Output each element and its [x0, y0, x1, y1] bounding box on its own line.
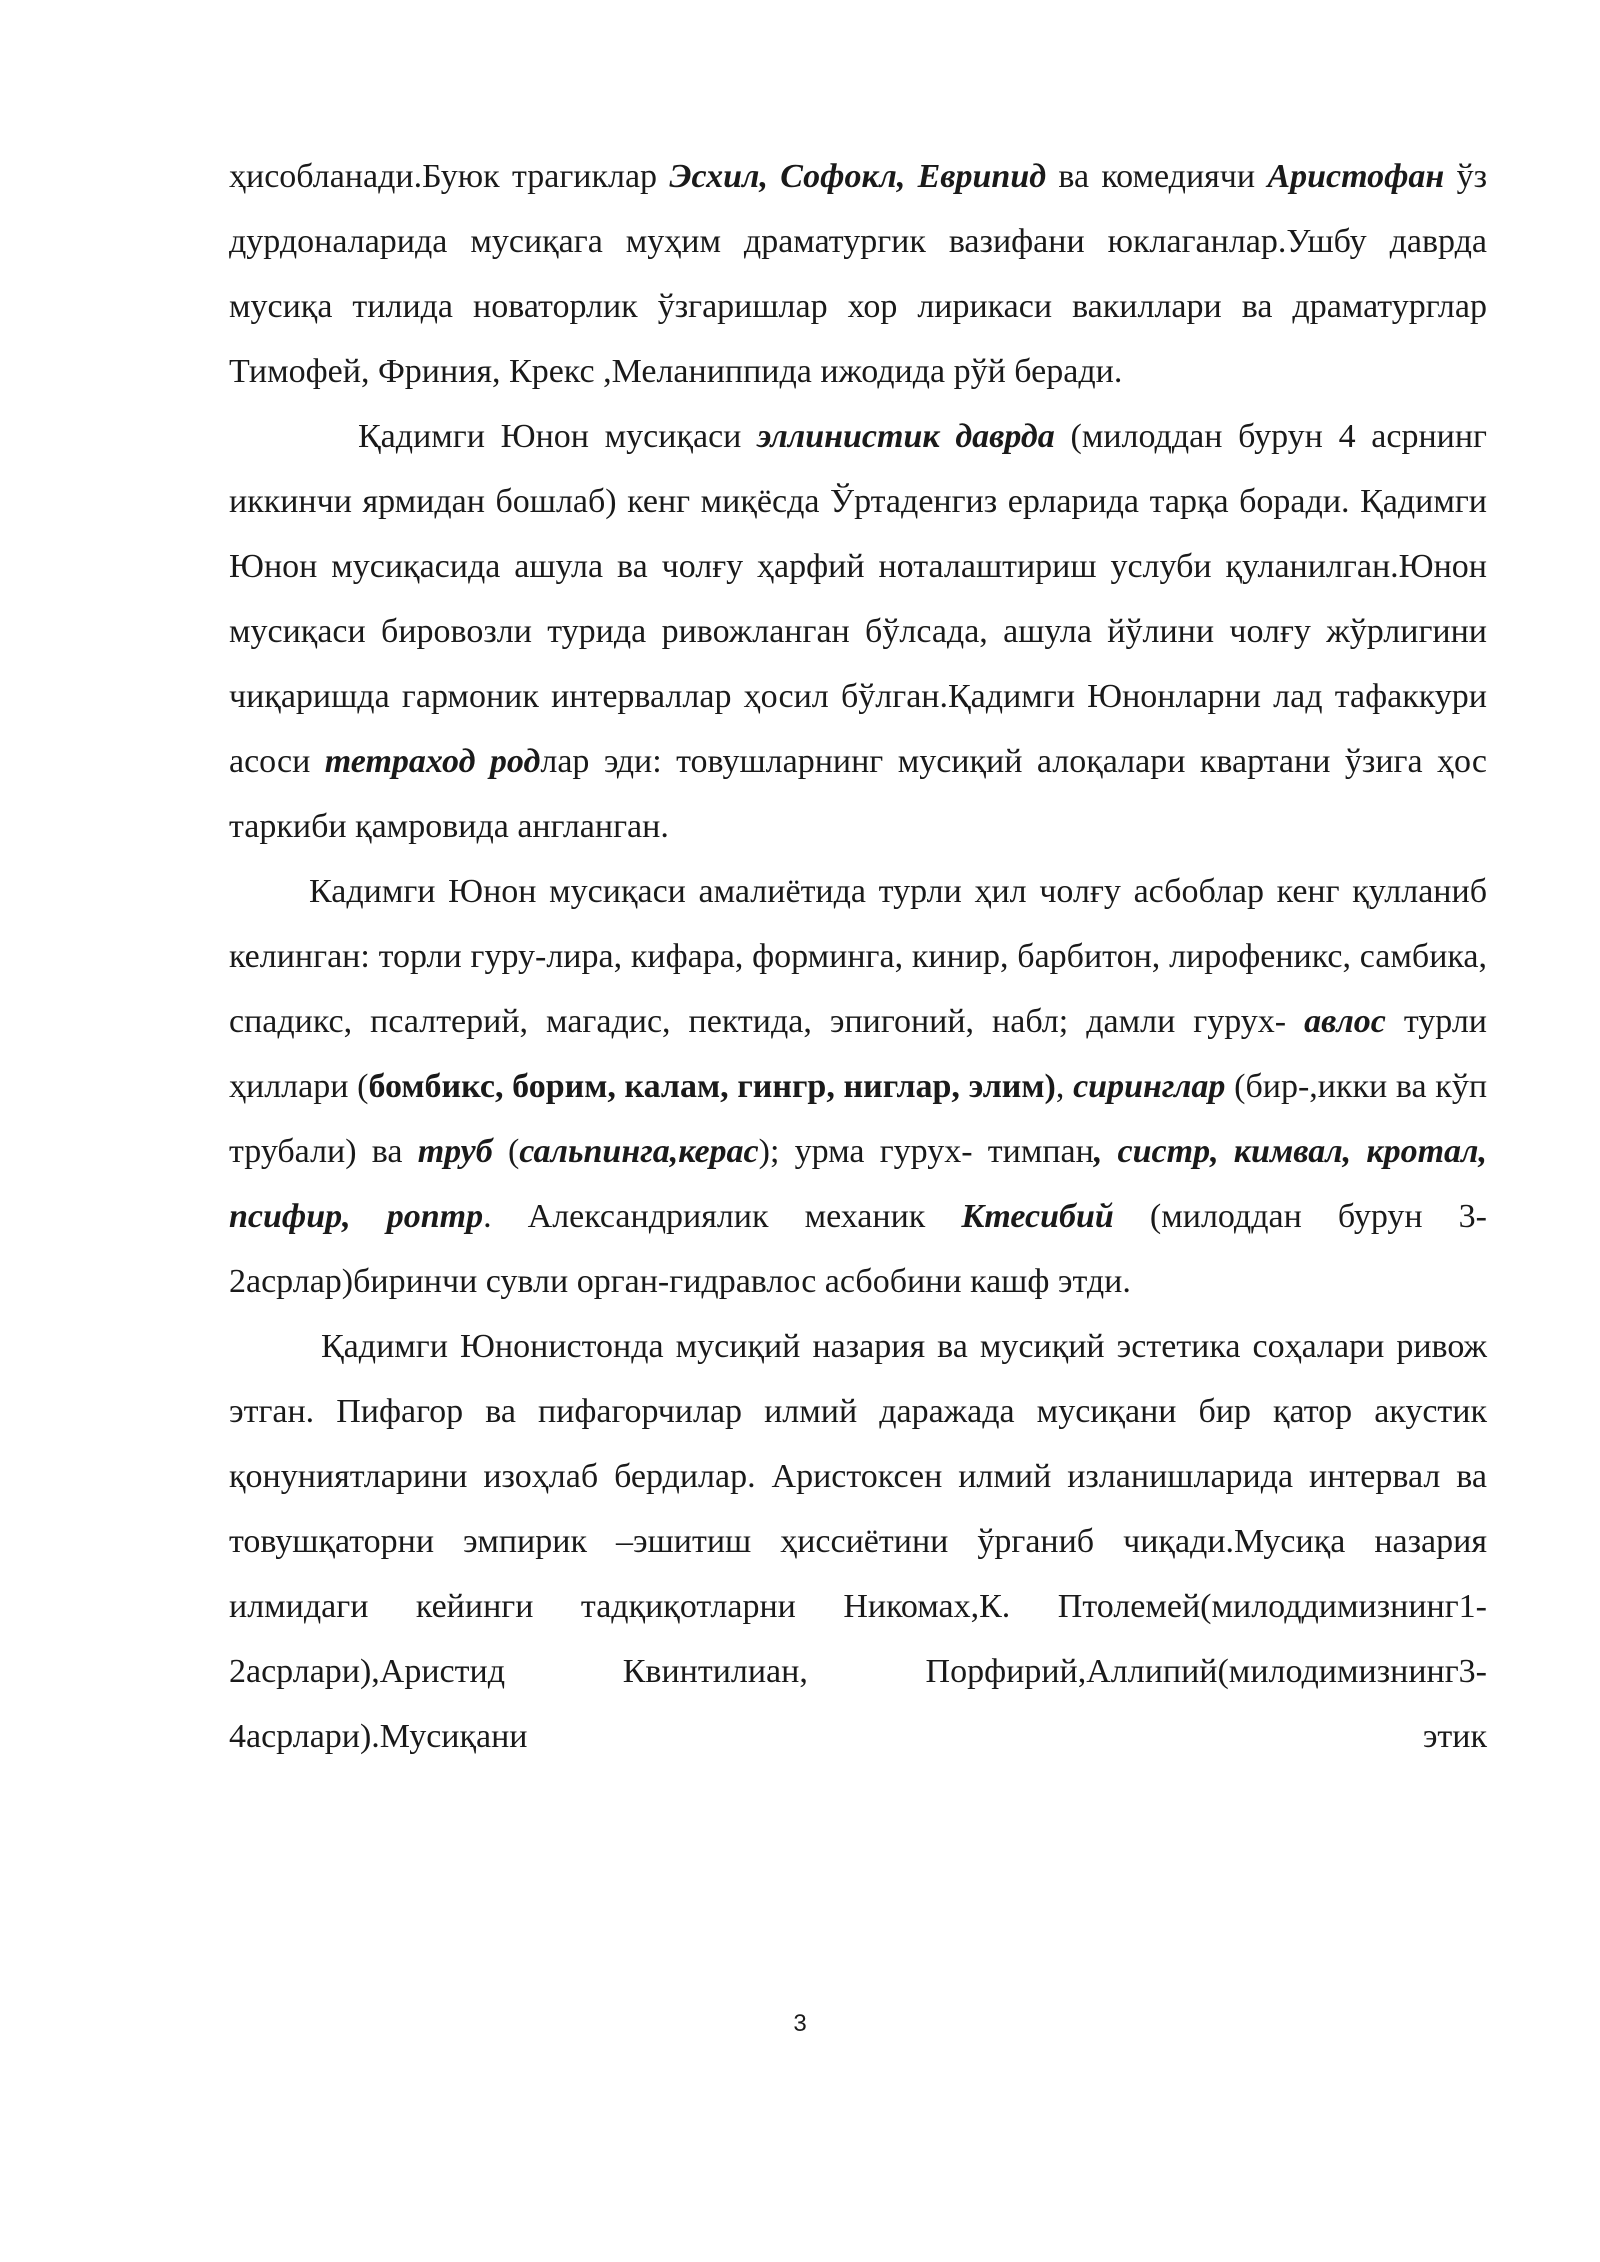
text-segment: Қадимги Юнонистонда мусиқий назария ва мусиқий эстетика соҳалари ривож этган. Пифагор ва пифагорчилар илмий даражада мусиқани бир қатор акустик қонуниятларини изоҳлаб бердилар. Аристоксен илмий изланишларида интервал ва товушқаторни эмпирик –эшитиш ҳиссиётини ўрганиб чиқади.Мусиқа назария илмидаги кейинги тадқиқотларни Никомах,К. Птолемей(милоддимизнинг1-2асрлари),Аристид Квинтилиан, Порфирий,Аллипий(милодимизнинг3-4асрлари).Мусиқани этик	[229, 1328, 1487, 1755]
text-segment: сальпинга,керас	[519, 1133, 759, 1170]
text-segment: Қадимги Юнон мусиқаси	[358, 418, 758, 455]
text-segment: авлос	[1304, 1003, 1386, 1040]
text-segment: (милоддан бурун 4 асрнинг иккинчи ярмидан бошлаб) кенг миқёсда Ўртаденгиз ерларида тарқа боради. Қадимги Юнон мусиқасида ашула ва чолғу ҳарфий ноталаштириш услуби қуланилган.Юнон мусиқаси бировозли турида ривожланган бўлсада, ашула йўлини чолғу жўрлигини чиқаришда гармоник интерваллар ҳосил бўлган.Қадимги Юнонларни лад тафаккури асоси	[229, 418, 1487, 780]
text-segment: ,	[1055, 1068, 1074, 1105]
text-segment: бомбикс, борим, калам, гингр, ниглар, элим)	[368, 1068, 1056, 1105]
paragraph-3	[229, 859, 1487, 1314]
text-segment: (бир-,икки ва кўп трубали) ва	[229, 1068, 1488, 1170]
text-segment: Аристофан	[1267, 158, 1445, 195]
text-segment: , систр, кимвал, кротал, псифир, роптр	[229, 1133, 1487, 1235]
paragraph-1	[229, 144, 1487, 404]
text-segment: ); урма гурух- тимпан	[758, 1133, 1094, 1170]
text-segment: лар эди: товушларнинг мусиқий алоқалари квартани ўзига ҳос таркиби қамровида англанган.	[229, 743, 1487, 845]
text-segment: тетраход род	[324, 743, 541, 780]
paragraph-2	[229, 404, 1487, 859]
page-number: 3	[793, 2010, 807, 2037]
text-segment: ўз дурдоналарида мусиқага муҳим драматургик вазифани юклаганлар.Ушбу даврда мусиқа тилида новаторлик ўзгаришлар хор лирикаси вакиллари ва драматурглар Тимофей, Фриния, Крекс ,Меланиппида ижодида рўй беради.	[229, 158, 1487, 390]
text-segment: турли ҳиллари (	[229, 1003, 1487, 1105]
text-segment: (милоддан бурун 3-2асрлар)биринчи сувли орган-гидравлос асбобини кашф этди.	[229, 1198, 1488, 1300]
text-segment: (	[492, 1133, 520, 1170]
text-segment: труб	[417, 1133, 493, 1170]
text-segment: ва комедиячи	[1046, 158, 1268, 195]
text-segment: . Александриялик механик	[483, 1198, 962, 1235]
document-body	[229, 144, 1487, 1769]
text-segment: ҳисобланади.Буюк трагиклар	[229, 158, 670, 195]
paragraph-4	[229, 1314, 1487, 1769]
text-segment: сиринглар	[1073, 1068, 1226, 1105]
text-segment: Эсхил, Софокл, Еврипид	[669, 158, 1047, 195]
text-segment: Ктесибий	[961, 1198, 1114, 1235]
text-segment: эллинистик даврда	[757, 418, 1055, 455]
text-segment: Кадимги Юнон мусиқаси амалиётида турли ҳил чолғу асбоблар кенг қулланиб келинган: торли гуру-лира, кифара, форминга, кинир, барбитон, лирофеникс, самбика, спадикс, псалтерий, магадис, пектида, эпигоний, набл; дамли гурух-	[229, 873, 1487, 1040]
